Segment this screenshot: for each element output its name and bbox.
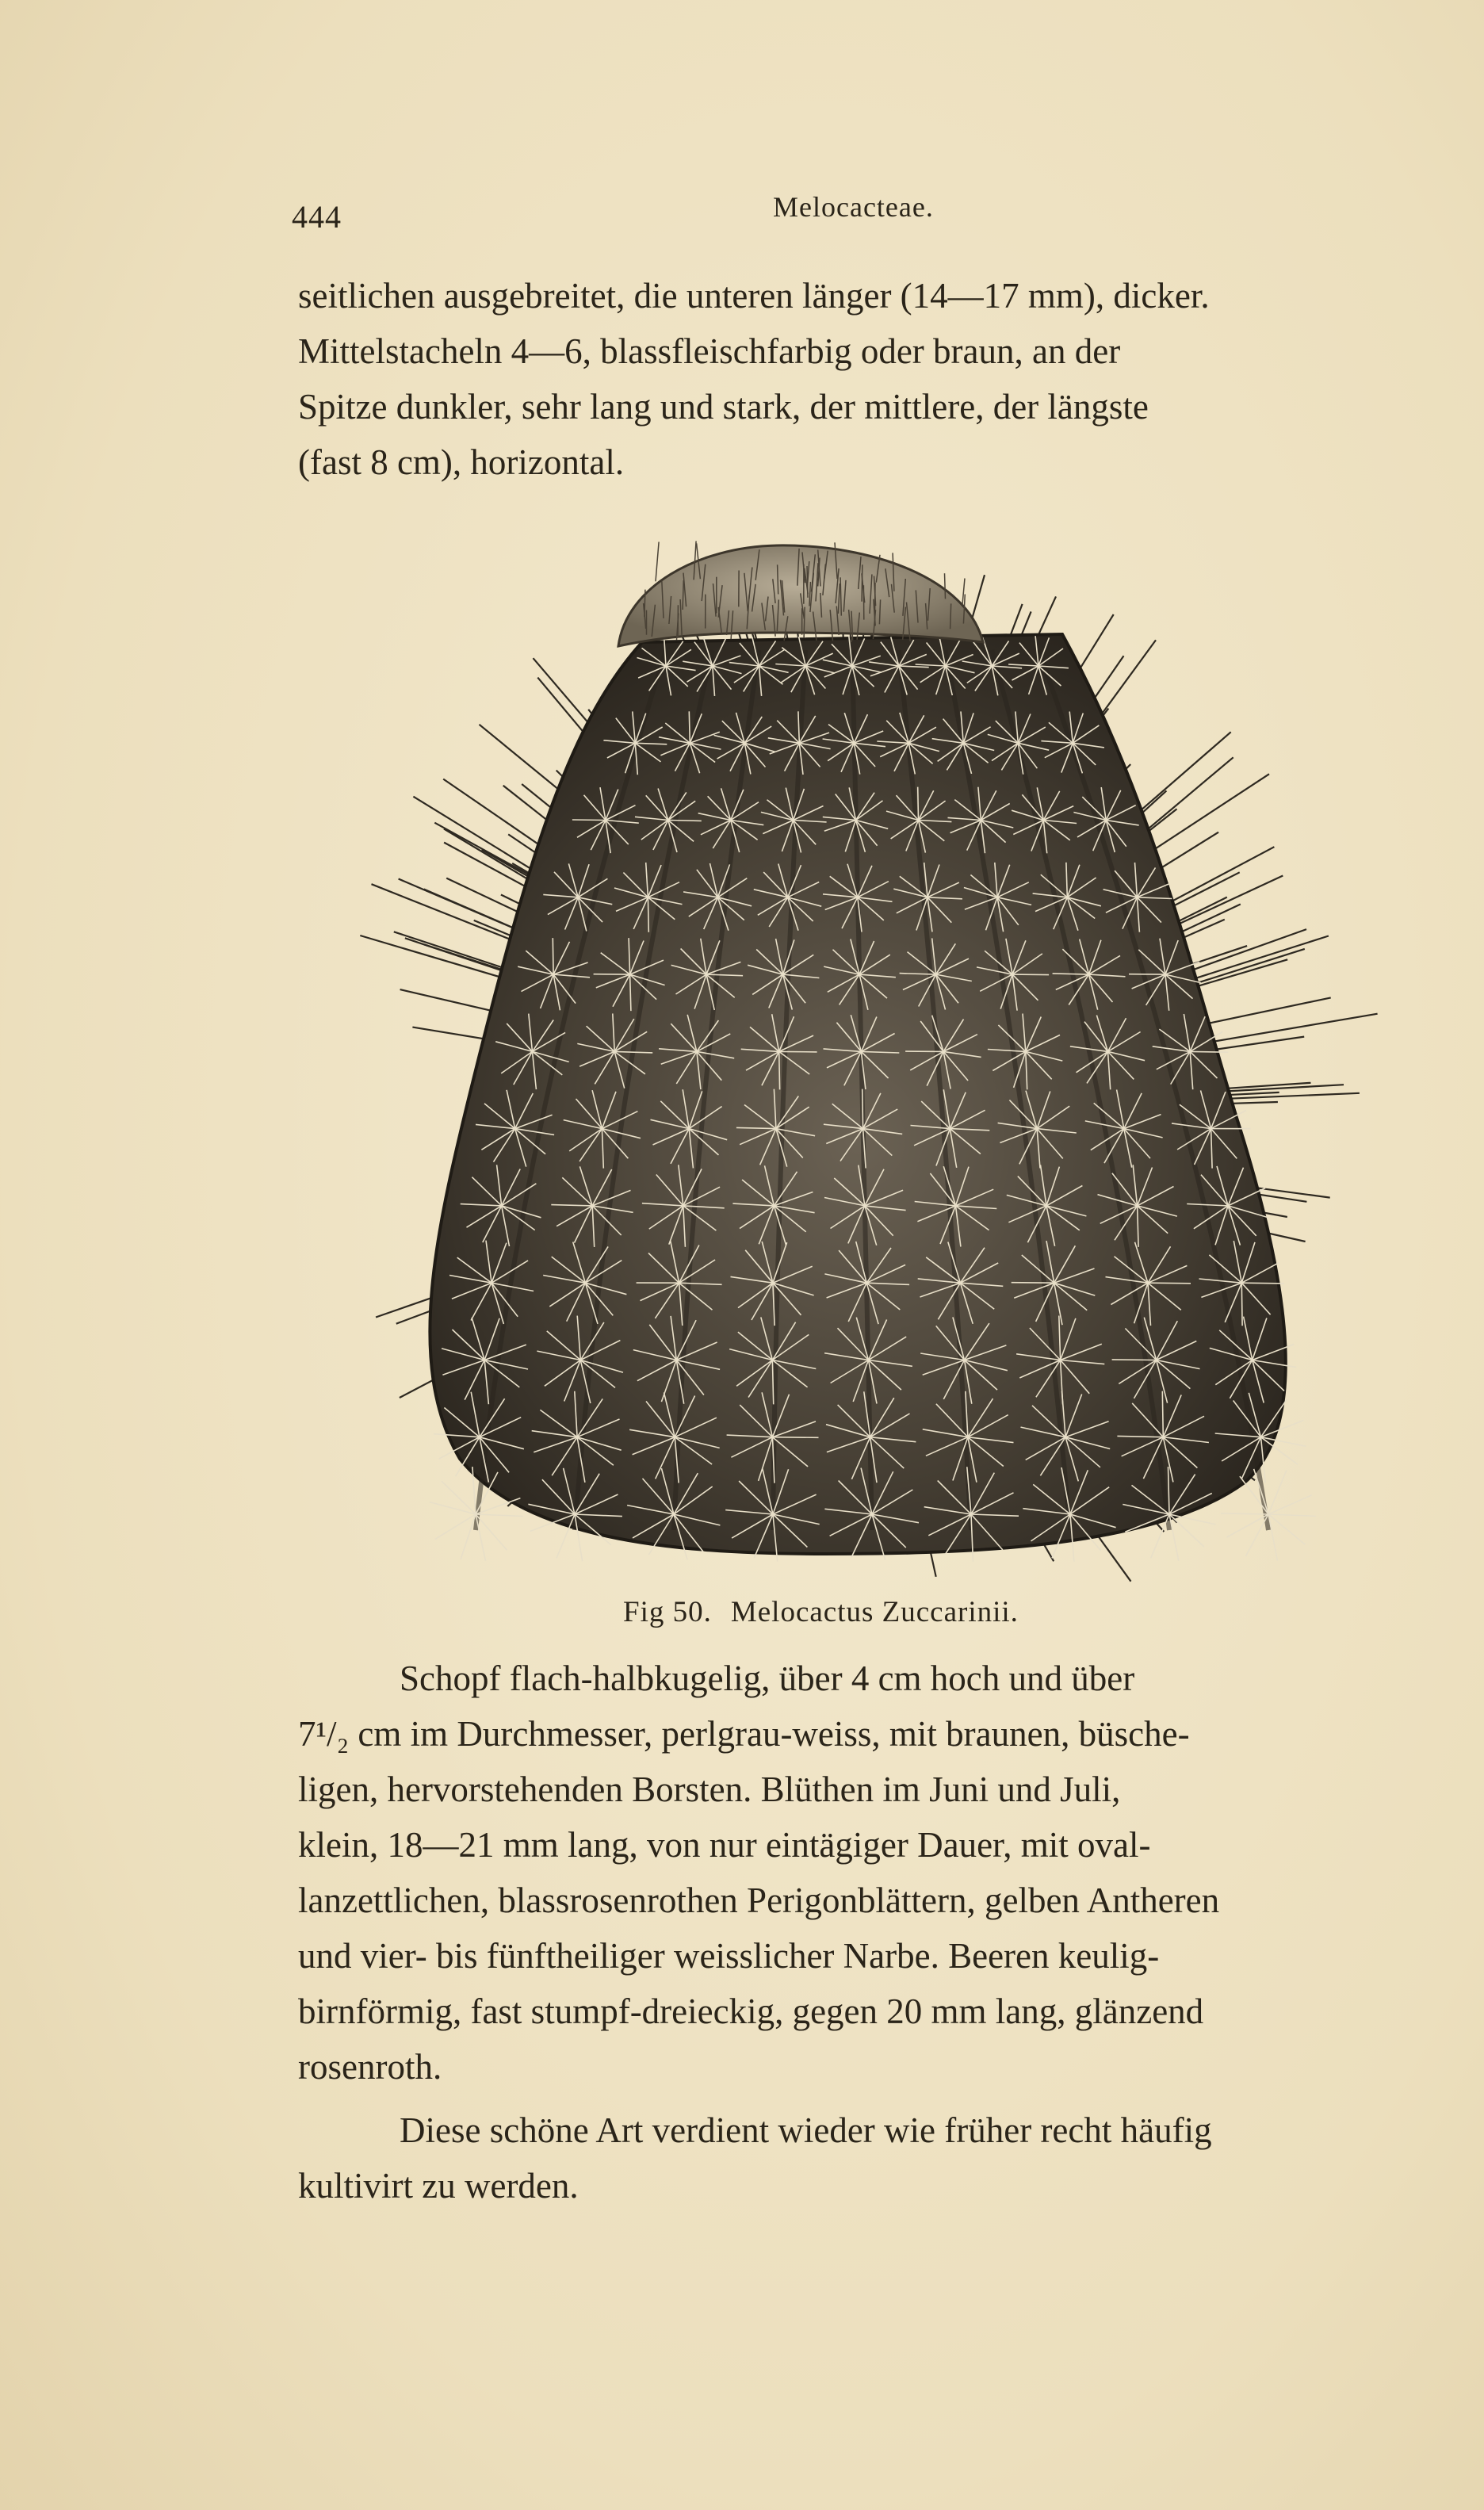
figure-caption	[623, 1595, 1038, 1629]
paragraph-2	[298, 1651, 1448, 2095]
page-number: 444	[292, 199, 342, 235]
paragraph-3	[298, 2103, 1448, 2213]
text-line: kultivirt zu werden.	[298, 2166, 579, 2206]
text-line: Schopf flach-halbkugelig, über 4 cm hoch und über	[400, 1659, 1135, 1698]
figure-caption-text: Melocactus Zuccarinii.	[730, 1596, 1019, 1628]
text-line: seitlichen ausgebreitet, die unteren länger (14—17 mm), dicker.	[298, 276, 1210, 316]
text-line: Mittelstacheln 4—6, blassfleischfarbig oder braun, an der	[298, 331, 1121, 371]
text-line: (fast 8 cm), horizontal.	[298, 442, 625, 482]
text-line: 7¹/₂ cm im Durchmesser, perlgrau-weiss, mit braunen, büsche-	[298, 1714, 1190, 1754]
running-title: Melocacteae.	[773, 191, 934, 223]
text-line: klein, 18—21 mm lang, von nur eintägiger Dauer, mit oval-	[298, 1825, 1151, 1865]
text-line: und vier- bis fünftheiliger weisslicher Narbe. Beeren keulig-	[298, 1936, 1160, 1976]
text-line: Diese schöne Art verdient wieder wie früher recht häufig	[400, 2110, 1212, 2150]
cactus-illustration	[270, 515, 1474, 1601]
text-line: ligen, hervorstehenden Borsten. Blüthen im Juni und Juli,	[298, 1770, 1121, 1809]
paragraph-1	[298, 268, 1448, 490]
text-line: rosenroth.	[298, 2047, 442, 2087]
text-line: birnförmig, fast stumpf-dreieckig, gegen 20 mm lang, glänzend	[298, 1992, 1204, 2031]
text-line: lanzettlichen, blassrosenrothen Perigonblättern, gelben Antheren	[298, 1881, 1220, 1920]
figure-label: Fig 50.	[623, 1596, 712, 1628]
text-line: Spitze dunkler, sehr lang und stark, der mittlere, der längste	[298, 387, 1149, 427]
